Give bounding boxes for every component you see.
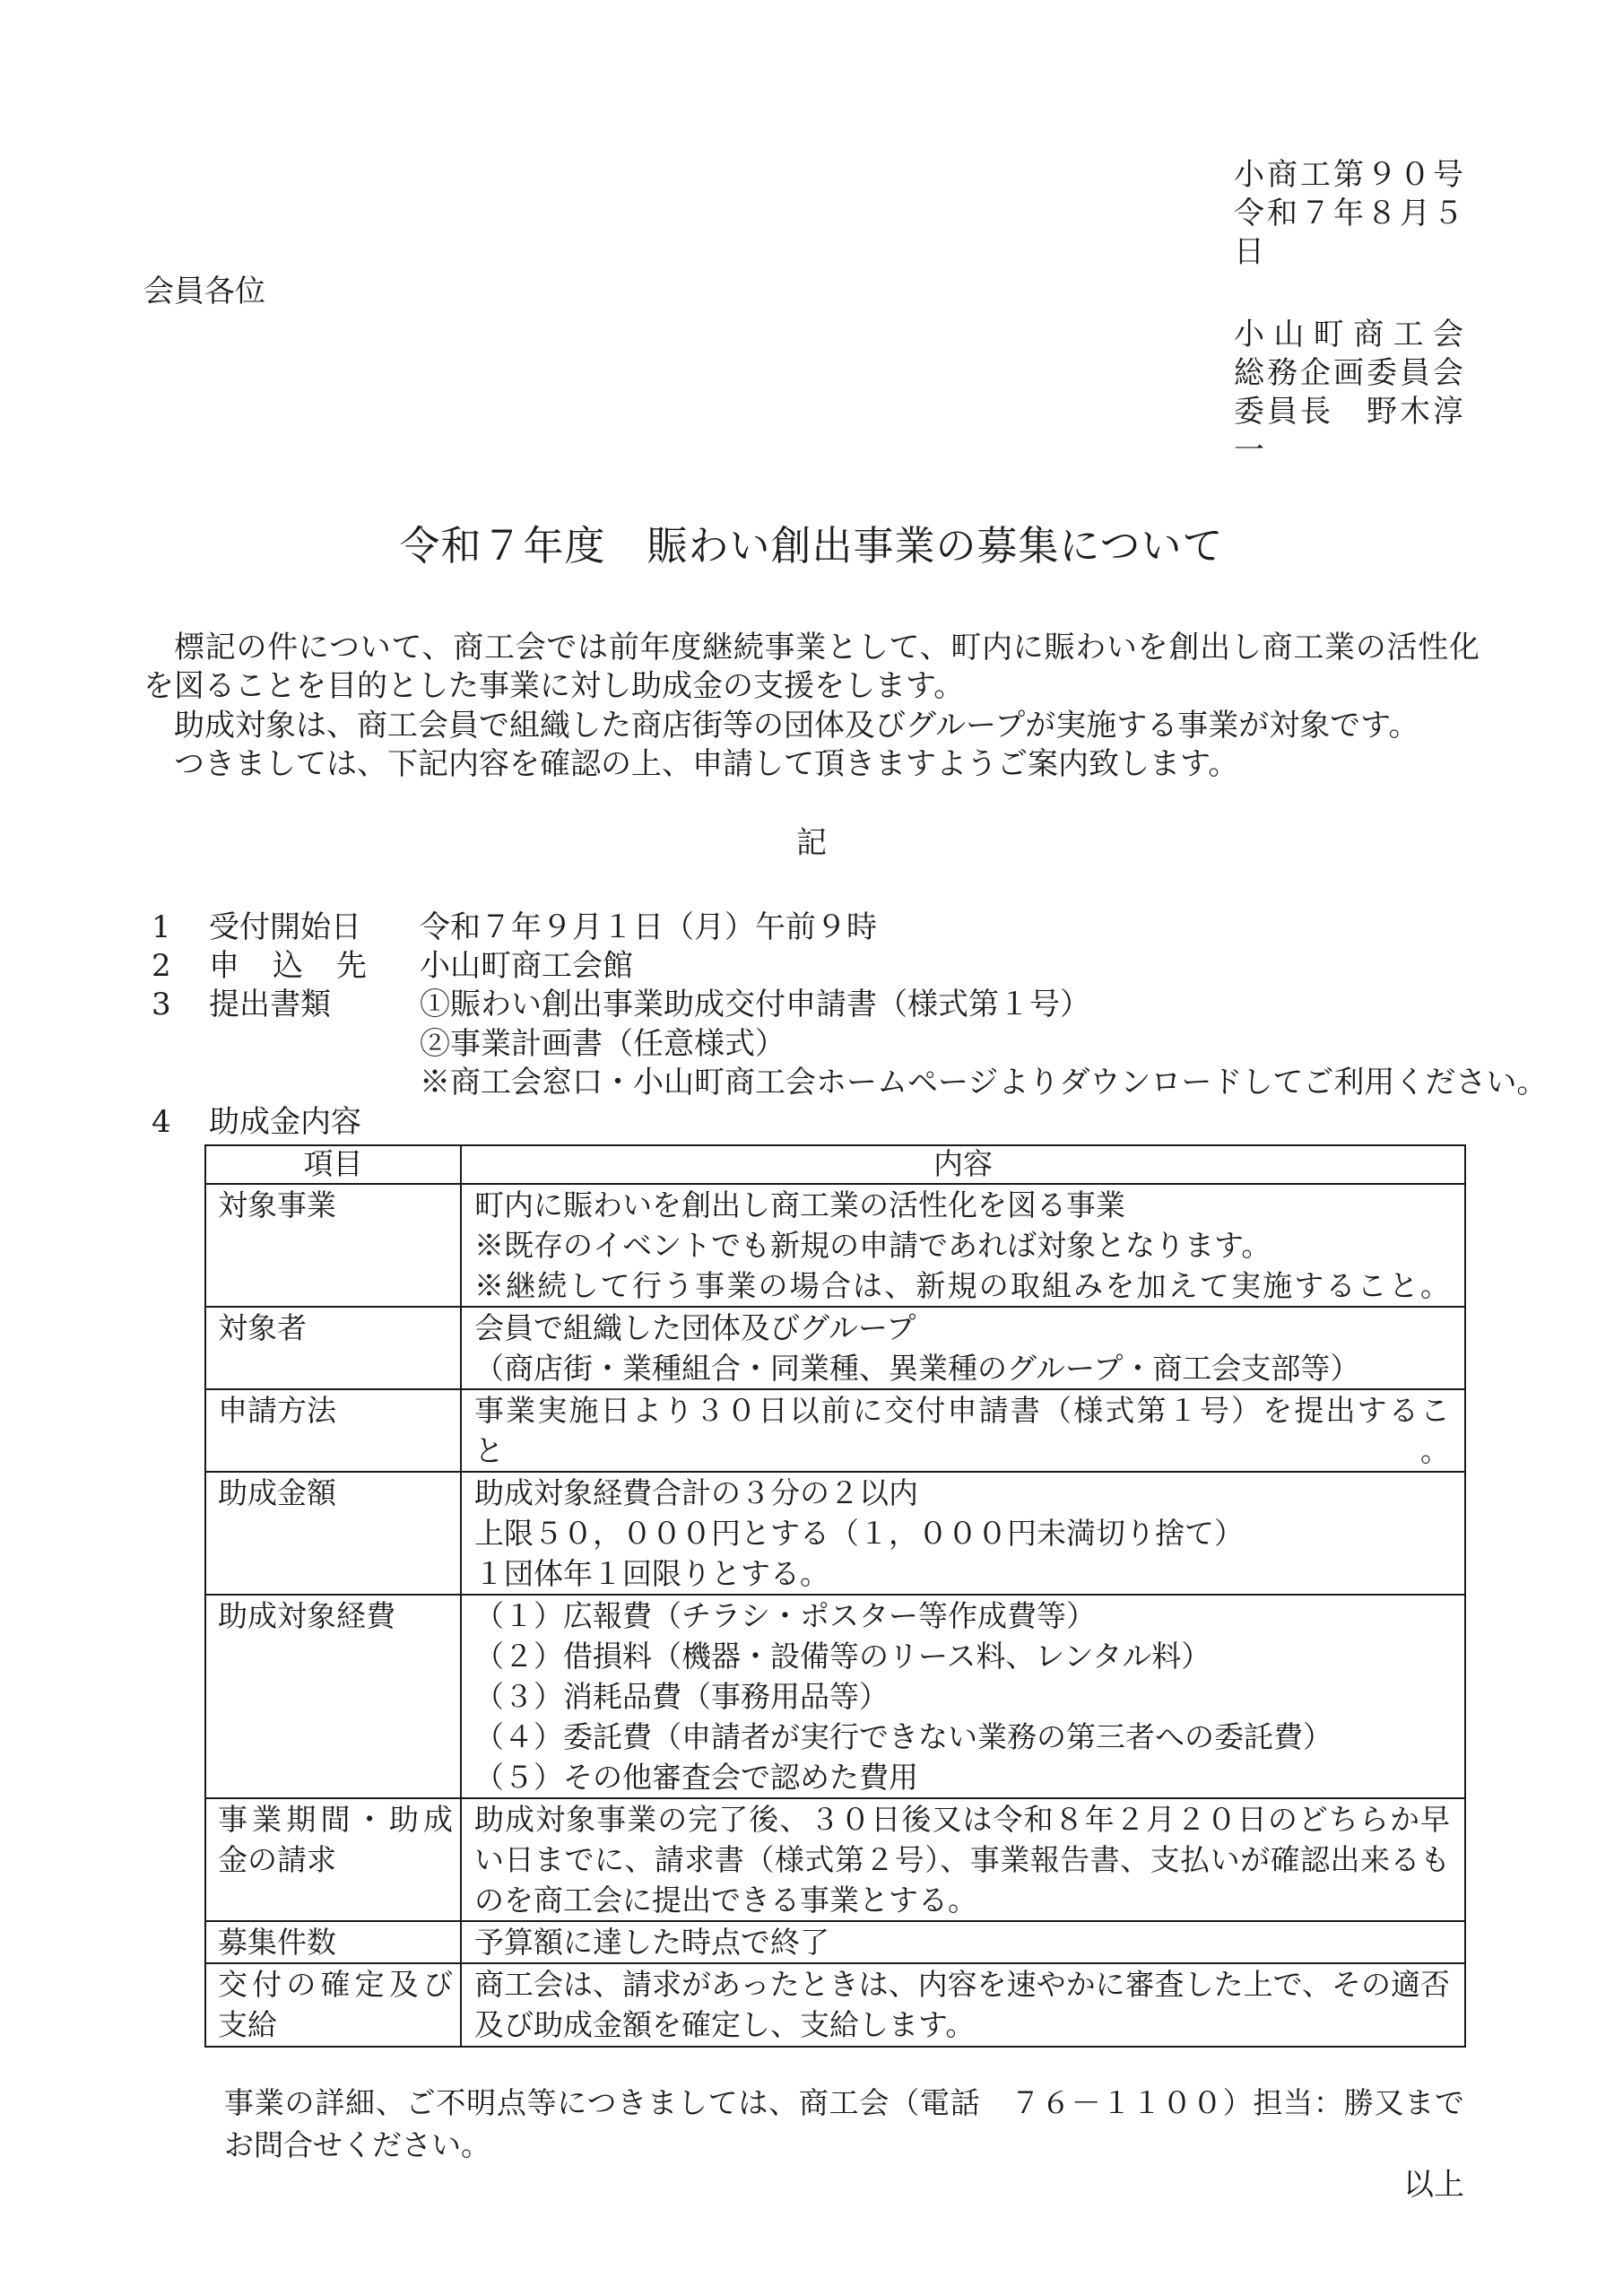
row-label: 交付の確定及び支給 bbox=[205, 1963, 461, 2047]
row-content bbox=[461, 1921, 1465, 1963]
list-item-number: 4 bbox=[152, 1103, 171, 1140]
sender-chairman: 委員長 野木淳一 bbox=[1234, 394, 1463, 468]
table-row bbox=[205, 1963, 1465, 2047]
row-content bbox=[461, 1595, 1465, 1798]
row-label: 募集件数 bbox=[205, 1921, 461, 1963]
value-line: ※商工会窓口・小山町商工会ホームページよりダウンロードしてご利用ください。 bbox=[420, 1065, 1548, 1101]
body-paragraph: 助成対象は、商工会員で組織した商店街等の団体及びグループが実施する事業が対象です。 bbox=[174, 707, 1419, 744]
content-line: （１）広報費（チラシ・ポスター等作成費等） bbox=[474, 1598, 1096, 1634]
row-content bbox=[461, 1472, 1465, 1595]
content-line: 町内に賑わいを創出し商工業の活性化を図る事業 bbox=[474, 1187, 1125, 1223]
list-item bbox=[143, 909, 1480, 947]
table-row bbox=[205, 1184, 1465, 1307]
list-item-number: 2 bbox=[152, 948, 171, 985]
doc-date: 令和７年８月５日 bbox=[1234, 196, 1463, 270]
grant-details-table bbox=[204, 1144, 1466, 2048]
row-content bbox=[461, 1389, 1465, 1472]
list-item bbox=[143, 1103, 1480, 1142]
content-line: １団体年１回限りとする。 bbox=[474, 1556, 829, 1592]
row-label: 対象事業 bbox=[205, 1184, 461, 1307]
column-header-item: 項目 bbox=[205, 1145, 461, 1184]
list-item-label: 提出書類 bbox=[209, 987, 331, 1023]
closing-marker: 以上 bbox=[1403, 2167, 1464, 2204]
body-paragraph: つきましては、下記内容を確認の上、申請して頂きますようご案内致します。 bbox=[174, 746, 1239, 783]
table-header-row bbox=[205, 1145, 1465, 1184]
list-item-value bbox=[420, 947, 1480, 986]
doc-number-block bbox=[1234, 156, 1463, 272]
content-line: ※継続して行う事業の場合は、新規の取組みを加えて実施すること。 bbox=[474, 1268, 1450, 1304]
list-item-label: 助成金内容 bbox=[209, 1103, 361, 1140]
list-item-value bbox=[420, 986, 1547, 1102]
ki-marker: 記 bbox=[796, 824, 827, 861]
content-line: 助成対象経費合計の３分の２以内 bbox=[474, 1475, 918, 1511]
body-paragraph: 標記の件について、商工会では前年度継続事業として、町内に賑わいを創出し商工業の活性化を図ることを目的とした事業に対し助成金の支援をします。 bbox=[143, 630, 1480, 705]
content-line: （４）委託費（申請者が実行できない業務の第三者への委託費） bbox=[474, 1719, 1332, 1755]
list-item-number: 1 bbox=[152, 909, 171, 945]
table-row bbox=[205, 1389, 1465, 1472]
list-item-value bbox=[420, 909, 1480, 947]
row-label: 事業期間・助成金の請求 bbox=[205, 1798, 461, 1921]
sender-block bbox=[1234, 316, 1463, 470]
content-line: （５）その他審査会で認めた費用 bbox=[474, 1760, 918, 1796]
page-title: 令和７年度 賑わい創出事業の募集について bbox=[399, 522, 1224, 570]
content-line: 予算額に達した時点で終了 bbox=[474, 1925, 829, 1961]
content-line: （３）消耗品費（事務用品等） bbox=[474, 1679, 889, 1715]
table-row bbox=[205, 1472, 1465, 1595]
sender-committee: 総務企画委員会 bbox=[1234, 355, 1463, 391]
content-line: ※既存のイベントでも新規の申請であれば対象となります。 bbox=[474, 1228, 1271, 1264]
value-line: 令和７年９月１日（月）午前９時 bbox=[420, 909, 877, 945]
content-line: 上限５０，０００円とする（１，０００円未満切り捨て） bbox=[474, 1516, 1244, 1552]
numbered-list bbox=[143, 909, 1548, 1142]
doc-number: 小商工第９０号 bbox=[1234, 157, 1463, 193]
row-content bbox=[461, 1184, 1465, 1307]
list-item-label: 申込先 bbox=[209, 948, 367, 985]
content-line: 会員で組織した団体及びグループ bbox=[474, 1310, 916, 1346]
sender-organization: 小山町商工会 bbox=[1234, 317, 1463, 352]
table-row bbox=[205, 1307, 1465, 1389]
value-line: 小山町商工会館 bbox=[420, 948, 633, 985]
table-row bbox=[205, 1921, 1465, 1963]
row-label: 申請方法 bbox=[205, 1389, 461, 1472]
list-item-label: 受付開始日 bbox=[209, 909, 361, 945]
content-line: （２）借損料（機器・設備等のリース料、レンタル料） bbox=[474, 1639, 1211, 1674]
row-label: 助成対象経費 bbox=[205, 1595, 461, 1798]
content-line: （商店街・業種組合・同業種、異業種のグループ・商工会支部等） bbox=[474, 1351, 1360, 1387]
body-paragraphs bbox=[143, 629, 1480, 785]
content-line: 事業実施日より３０日以前に交付申請書（様式第１号）を提出すること。 bbox=[474, 1393, 1450, 1469]
list-item bbox=[143, 986, 1548, 1102]
list-item-number: 3 bbox=[152, 987, 171, 1023]
column-header-content: 内容 bbox=[461, 1145, 1465, 1184]
value-line: ①賑わい創出事業助成交付申請書（様式第１号） bbox=[420, 987, 1090, 1023]
list-item bbox=[143, 947, 1480, 986]
table-row bbox=[205, 1798, 1465, 1921]
row-content bbox=[461, 1307, 1465, 1389]
footer-note: 事業の詳細、ご不明点等につきましては、商工会（電話 ７６－１１００）担当：勝又までお問合せください。 bbox=[224, 2085, 1464, 2163]
table-row bbox=[205, 1595, 1465, 1798]
row-content: 商工会は、請求があったときは、内容を速やかに審査した上で、その適否及び助成金額を確定し、支給します。 bbox=[461, 1963, 1465, 2047]
row-content: 助成対象事業の完了後、３０日後又は令和８年２月２０日のどちらか早い日までに、請求書（様式第２号）、事業報告書、支払いが確認出来るものを商工会に提出できる事業とする。 bbox=[461, 1798, 1465, 1921]
row-label: 対象者 bbox=[205, 1307, 461, 1389]
recipient: 会員各位 bbox=[143, 274, 265, 309]
row-label: 助成金額 bbox=[205, 1472, 461, 1595]
value-line: ②事業計画書（任意様式） bbox=[420, 1025, 785, 1062]
